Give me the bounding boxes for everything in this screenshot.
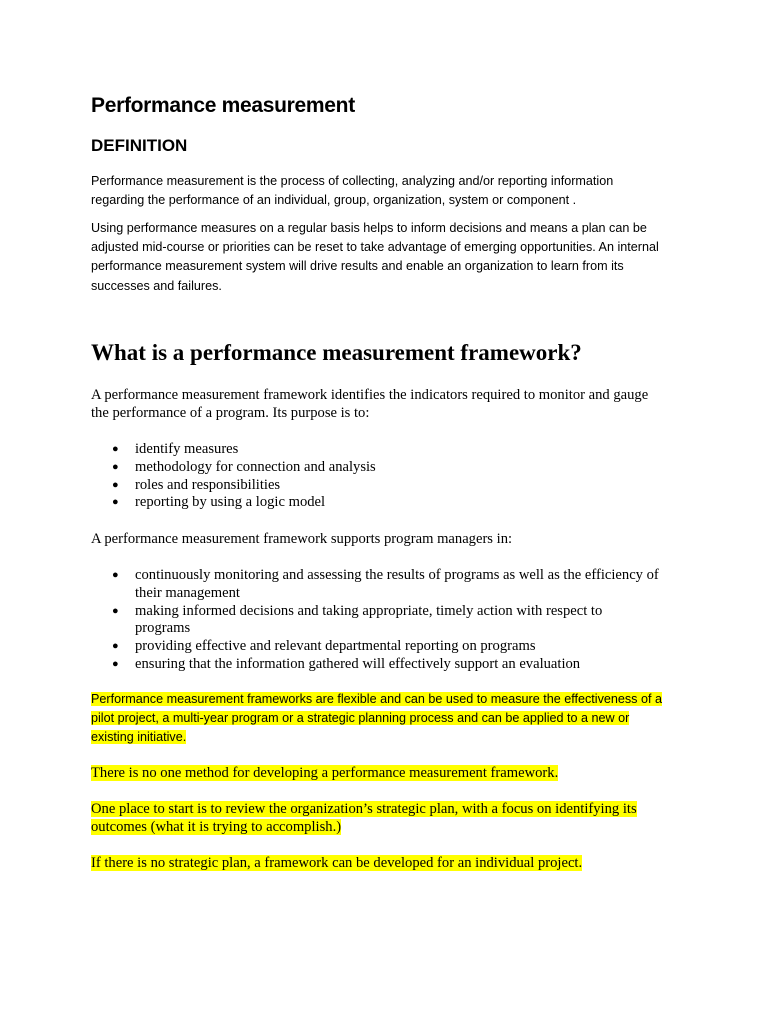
text-line: performance measurement system will drive results and enable an organization to learn from its: [91, 259, 624, 274]
list-item: [91, 441, 691, 459]
text-line: adjusted mid-course or priorities can be reset to take advantage of emerging opportunities. An internal: [91, 240, 659, 255]
bullet-icon: ●: [112, 569, 119, 581]
supports-list: [91, 567, 691, 674]
list-item-text: their management: [135, 584, 240, 601]
bullet-icon: ●: [112, 496, 119, 509]
list-item-text: identify measures: [135, 441, 239, 457]
text-line: Performance measurement is the process of collecting, analyzing and/or reporting information: [91, 174, 614, 188]
definition-heading: DEFINITION: [91, 136, 188, 155]
highlighted-text: There is no one method for developing a performance measurement framework.: [91, 765, 559, 781]
list-item-text: continuously monitoring and assessing the results of programs as well as the efficiency of: [135, 567, 659, 583]
list-item: [91, 567, 691, 603]
text-line: A performance measurement framework identifies the indicators required to monitor and gauge: [91, 387, 649, 403]
text-line: regarding the performance of an individual, group, organization, system or component .: [91, 193, 577, 208]
highlighted-text: pilot project, a multi-year program or a strategic planning process and can be applied to a new or: [91, 711, 630, 726]
bullet-icon: ●: [112, 443, 119, 455]
bullet-icon: ●: [112, 640, 119, 653]
framework-heading: What is a performance measurement framework?: [91, 340, 582, 365]
list-item-text: reporting by using a logic model: [135, 494, 326, 511]
text-line: A performance measurement framework supports program managers in:: [91, 531, 513, 547]
bullet-icon: ●: [112, 657, 119, 670]
list-item-text: programs: [135, 620, 191, 637]
highlighted-paragraph-strategic-plan: [91, 801, 637, 837]
list-item-text: providing effective and relevant departmental reporting on programs: [135, 638, 536, 655]
text-line: the performance of a program. Its purpose is to:: [91, 404, 370, 421]
highlighted-paragraph-no-plan: [91, 855, 582, 873]
list-item: [91, 638, 691, 656]
framework-intro-paragraph: [91, 387, 691, 423]
highlighted-text: Performance measurement frameworks are flexible and can be used to measure the effectiveness of a: [91, 692, 662, 706]
bullet-icon: ●: [112, 478, 119, 491]
definition-paragraph-2: [91, 219, 681, 296]
highlighted-text: outcomes (what it is trying to accomplish.): [91, 818, 342, 835]
list-item-text: ensuring that the information gathered will effectively support an evaluation: [135, 655, 581, 672]
definition-paragraph-1: [91, 172, 681, 210]
list-item: [91, 477, 691, 495]
list-item: [91, 656, 691, 674]
text-line: successes and failures.: [91, 278, 222, 293]
list-item: [91, 494, 691, 512]
bullet-icon: ●: [112, 604, 119, 617]
document-title: Performance measurement: [91, 94, 355, 117]
text-line: Using performance measures on a regular basis helps to inform decisions and means a plan can be: [91, 221, 647, 235]
highlighted-text: existing initiative.: [91, 730, 187, 745]
highlighted-text: One place to start is to review the organization’s strategic plan, with a focus on identifying its: [91, 801, 637, 817]
list-item-text: roles and responsibilities: [135, 476, 281, 493]
highlighted-paragraph-no-method: [91, 765, 558, 783]
list-item-text: making informed decisions and taking appropriate, timely action with respect to: [135, 602, 603, 619]
list-item: [91, 459, 691, 477]
list-item-text: methodology for connection and analysis: [135, 458, 376, 475]
list-item: [91, 603, 691, 639]
purpose-list: [91, 441, 691, 512]
bullet-icon: ●: [112, 460, 119, 473]
highlighted-text: If there is no strategic plan, a framework can be developed for an individual project.: [91, 855, 583, 871]
supports-intro-paragraph: [91, 531, 691, 549]
highlighted-paragraph-flexibility: [91, 690, 662, 748]
